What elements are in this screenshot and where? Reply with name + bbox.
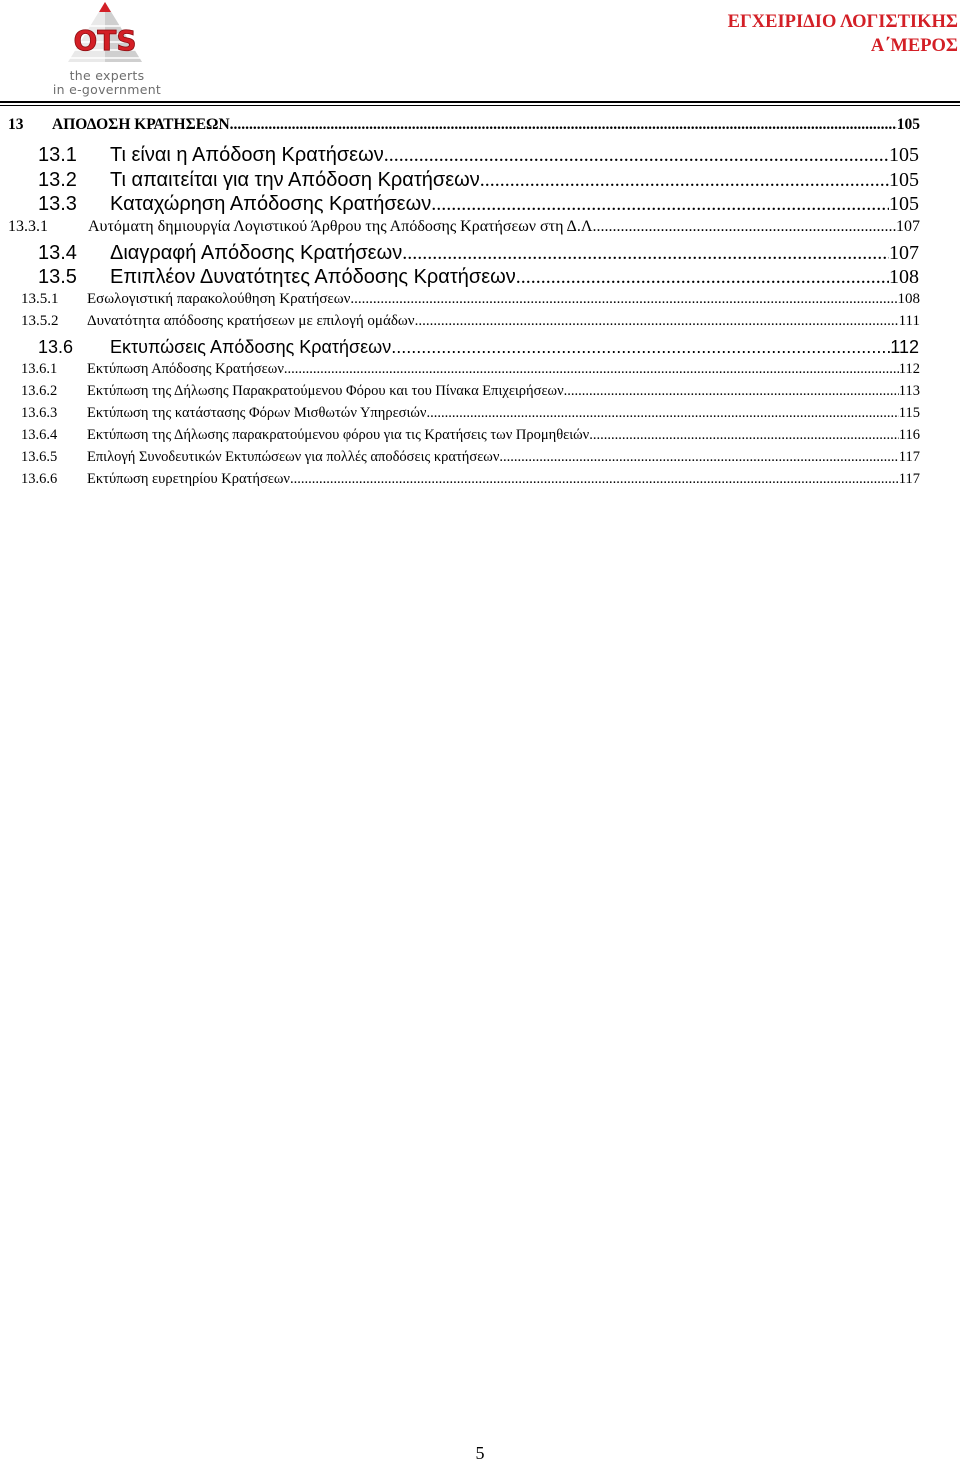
toc-entry-subsection[interactable] bbox=[0, 471, 920, 493]
toc-entry-number: 13.6.2 bbox=[21, 383, 58, 399]
toc-entry-title: Εκτυπώσεις Απόδοσης Κρατήσεων bbox=[110, 337, 392, 357]
toc-entry-number: 13.6.4 bbox=[21, 427, 58, 443]
toc-dot-leader bbox=[350, 291, 897, 308]
logo-wordmark: OTS bbox=[73, 24, 137, 57]
toc-dot-leader bbox=[499, 449, 898, 466]
page-header bbox=[0, 0, 960, 100]
toc-entry-title: Επιπλέον Δυνατότητες Απόδοσης Κρατήσεων bbox=[110, 266, 516, 288]
toc-entry-number: 13.3.1 bbox=[8, 217, 48, 235]
toc-entry-section[interactable] bbox=[0, 337, 919, 361]
toc-entry-page: 113 bbox=[898, 383, 920, 399]
logo-tagline-line-2: in e-government bbox=[52, 82, 162, 97]
toc-entry-subsection[interactable] bbox=[0, 313, 920, 337]
toc-dot-leader bbox=[402, 242, 889, 265]
toc-entry-page: 116 bbox=[898, 427, 920, 443]
toc-entry-page: 105 bbox=[889, 193, 919, 215]
logo-tagline-line-1: the experts bbox=[69, 68, 145, 83]
toc-entry-page: 117 bbox=[898, 471, 920, 487]
toc-dot-leader bbox=[284, 361, 899, 378]
toc-entry-page: 117 bbox=[898, 449, 920, 465]
header-rule-thin bbox=[0, 105, 960, 106]
toc-entry-title: Εκτύπωση της Δήλωσης Παρακρατούμενου Φόρου και του Πίνακα Επιχειρήσεων bbox=[87, 383, 564, 399]
toc-entry-number: 13.6.1 bbox=[21, 361, 58, 377]
document-title-line-1: ΕΓΧΕΙΡΙΔΙΟ ΛΟΓΙΣΤΙΚΗΣ bbox=[727, 12, 958, 32]
toc-entry-title: ΑΠΟΔΟΣΗ ΚΡΑΤΗΣΕΩΝ bbox=[52, 116, 230, 133]
toc-entry-page: 108 bbox=[897, 290, 920, 307]
toc-entry-title: Τι απαιτείται για την Απόδοση Κρατήσεων bbox=[110, 168, 480, 191]
toc-entry-title: Εκτύπωση Απόδοσης Κρατήσεων bbox=[87, 361, 284, 377]
toc-entry-page: 107 bbox=[896, 217, 920, 235]
toc-entry-title: Εσωλογιστική παρακολούθηση Κρατήσεων bbox=[87, 290, 351, 307]
toc-entry-subsection[interactable] bbox=[0, 427, 920, 449]
toc-dot-leader bbox=[589, 427, 899, 444]
toc-entry-title: Εκτύπωση ευρετηρίου Κρατήσεων bbox=[87, 471, 290, 487]
toc-entry-number: 13.2 bbox=[38, 168, 77, 191]
toc-entry-subsection[interactable] bbox=[0, 383, 920, 405]
toc-entry-section[interactable] bbox=[0, 242, 919, 267]
toc-entry-title: Διαγραφή Απόδοσης Κρατήσεων bbox=[110, 241, 403, 264]
toc-entry-number: 13.3 bbox=[38, 193, 77, 215]
toc-dot-leader bbox=[290, 471, 899, 488]
toc-entry-page: 112 bbox=[890, 337, 919, 357]
toc-entry-page: 111 bbox=[898, 313, 920, 329]
toc-entry-subsection[interactable] bbox=[0, 449, 920, 471]
header-rule-thick bbox=[0, 101, 960, 103]
toc-entry-section[interactable] bbox=[0, 144, 919, 169]
toc-dot-leader bbox=[431, 193, 889, 216]
toc-dot-leader bbox=[516, 266, 889, 289]
toc-entry-page: 107 bbox=[889, 241, 919, 264]
toc-entry-page: 108 bbox=[889, 266, 919, 288]
toc-dot-leader bbox=[480, 169, 889, 192]
page-number: 5 bbox=[475, 1443, 485, 1463]
toc-entry-title: Εκτύπωση της κατάστασης Φόρων Μισθωτών Υπηρεσιών bbox=[87, 405, 427, 421]
document-title bbox=[728, 10, 958, 58]
toc-entry-subsection[interactable] bbox=[0, 291, 920, 314]
toc-dot-leader bbox=[564, 383, 899, 400]
toc-entry-number: 13.1 bbox=[38, 144, 77, 166]
toc-dot-leader bbox=[384, 144, 889, 167]
ots-logo bbox=[30, 0, 180, 98]
toc-dot-leader bbox=[230, 116, 897, 134]
toc-entry-page: 105 bbox=[889, 168, 919, 191]
toc-entry-number: 13.5.1 bbox=[21, 290, 59, 307]
toc-entry-title: Τι είναι η Απόδοση Κρατήσεων bbox=[110, 144, 384, 166]
toc-entry-subsection[interactable] bbox=[0, 218, 920, 242]
toc-entry-number: 13.6.3 bbox=[21, 405, 58, 421]
document-title-line-2: Α΄ΜΕΡΟΣ bbox=[870, 36, 958, 56]
toc-entry-number: 13 bbox=[8, 116, 24, 133]
toc-dot-leader bbox=[391, 337, 890, 358]
toc-entry-page: 105 bbox=[889, 144, 919, 166]
toc-entry-section[interactable] bbox=[0, 169, 919, 194]
toc-dot-leader bbox=[596, 218, 896, 236]
toc-entry-section[interactable] bbox=[0, 266, 919, 291]
toc-entry-title: Αυτόματη δημιουργία Λογιστικού Άρθρου της Απόδοσης Κρατήσεων στη Δ.Λ. bbox=[88, 217, 597, 235]
toc-dot-leader bbox=[426, 405, 898, 422]
toc-entry-title: Επιλογή Συνοδευτικών Εκτυπώσεων για πολλές αποδόσεις κρατήσεων bbox=[87, 449, 500, 465]
toc-entry-number: 13.5 bbox=[38, 266, 77, 288]
toc-entry-title: Δυνατότητα απόδοσης κρατήσεων με επιλογή ομάδων bbox=[87, 313, 415, 329]
toc-entry-number: 13.6 bbox=[38, 337, 74, 357]
toc-entry-section[interactable] bbox=[0, 193, 919, 218]
toc-entry-number: 13.4 bbox=[38, 241, 77, 264]
toc-entry-number: 13.6.6 bbox=[21, 471, 58, 487]
toc-entry-title: Εκτύπωση της Δήλωσης παρακρατούμενου φόρου για τις Κρατήσεις των Προμηθειών bbox=[87, 427, 590, 443]
table-of-contents bbox=[0, 116, 960, 493]
toc-entry-title: Καταχώρηση Απόδοσης Κρατήσεων bbox=[110, 193, 432, 215]
toc-entry-number: 13.6.5 bbox=[21, 449, 58, 465]
toc-entry-chapter[interactable] bbox=[0, 116, 920, 144]
toc-dot-leader bbox=[415, 313, 899, 330]
toc-entry-page: 105 bbox=[896, 116, 920, 133]
toc-entry-number: 13.5.2 bbox=[21, 313, 59, 329]
toc-entry-subsection[interactable] bbox=[0, 405, 920, 427]
toc-entry-page: 115 bbox=[898, 405, 920, 421]
toc-entry-subsection[interactable] bbox=[0, 361, 920, 383]
toc-entry-page: 112 bbox=[898, 361, 920, 377]
